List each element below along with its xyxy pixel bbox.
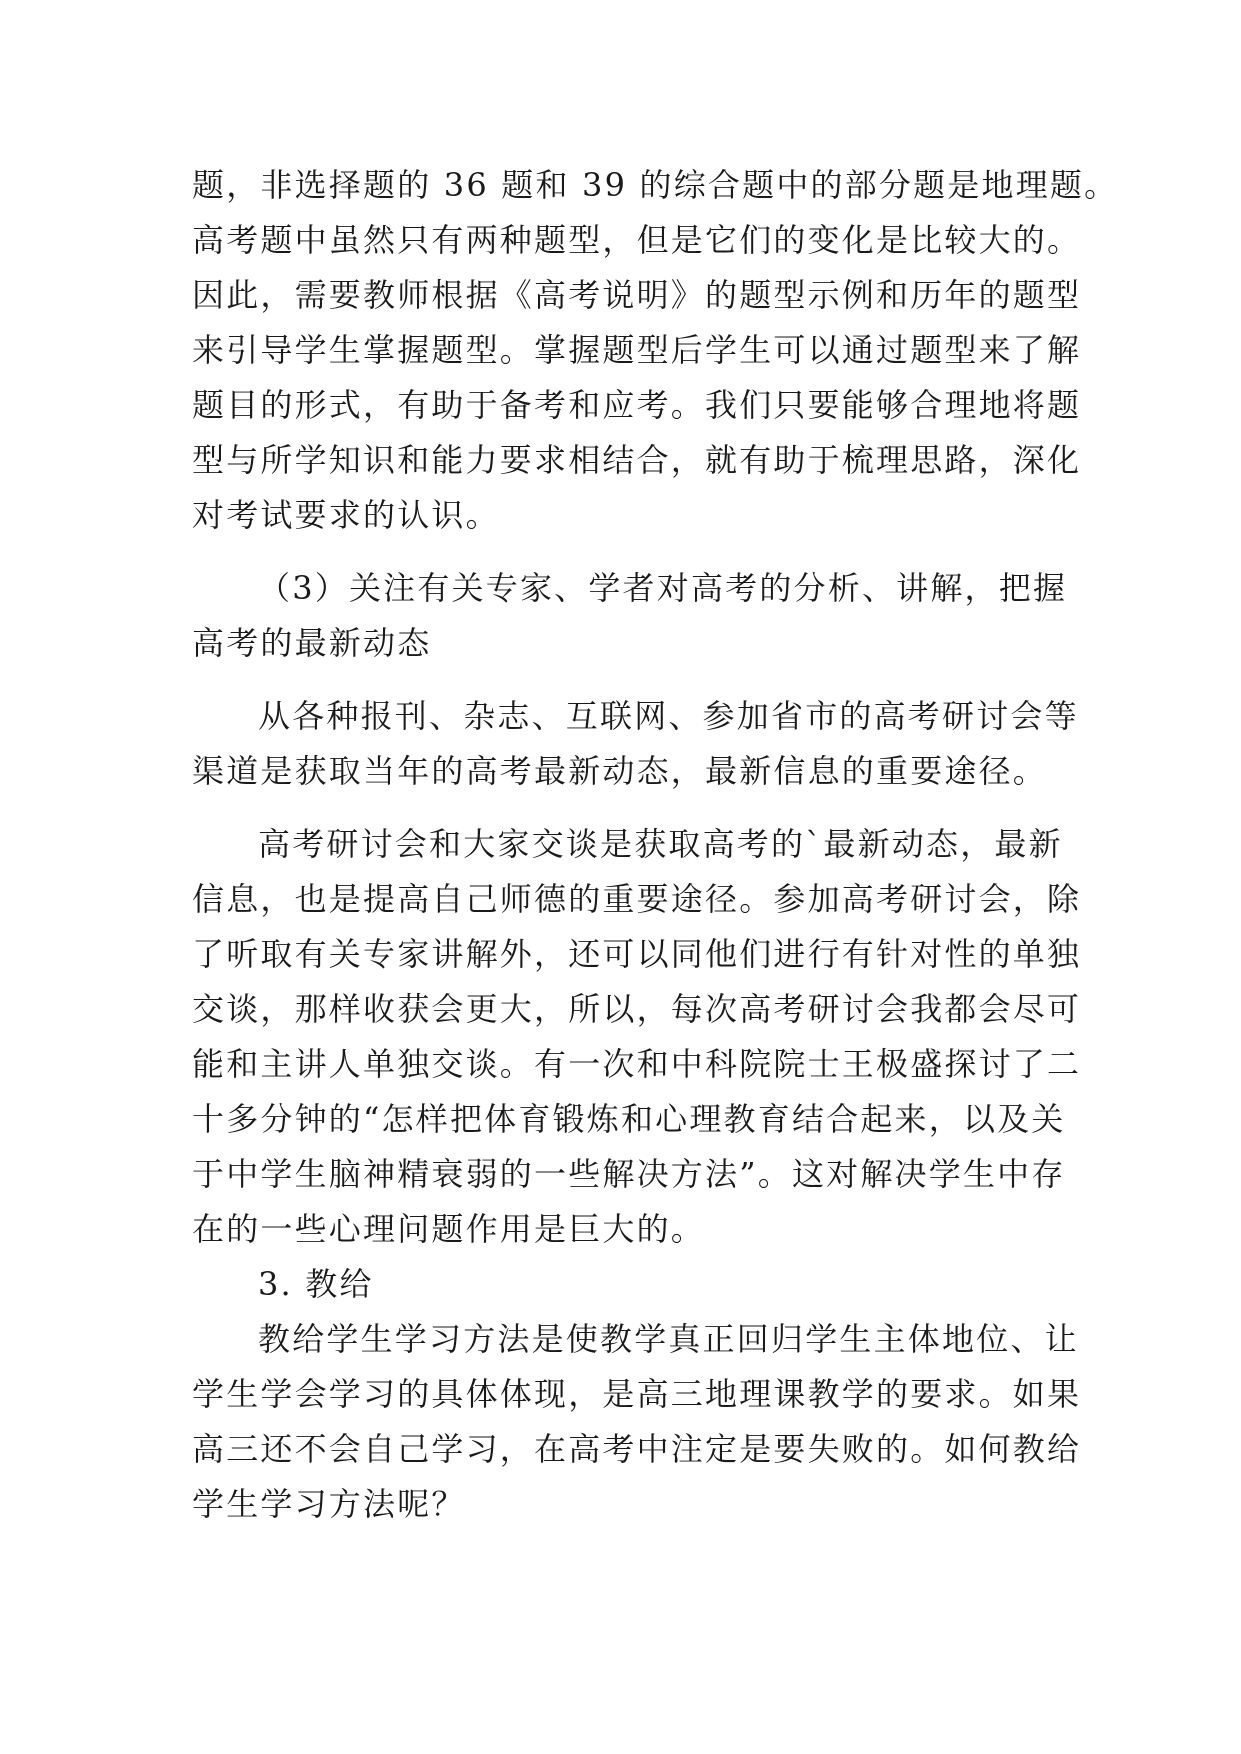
text-line: 型与所学知识和能力要求相结合，就有助于梳理思路，深化: [192, 441, 1082, 479]
text-line: 高三还不会自己学习，在高考中注定是要失败的。如何教给: [192, 1430, 1082, 1468]
paragraph-info-channels: [192, 689, 1079, 799]
text-line: 因此，需要教师根据《高考说明》的题型示例和历年的题型: [192, 276, 1082, 314]
text-line: 高考题中虽然只有两种题型，但是它们的变化是比较大的。: [192, 221, 1082, 259]
text-line: 学生学习方法呢？: [192, 1485, 466, 1523]
text-line: 题目的形式，有助于备考和应考。我们只要能够合理地将题: [192, 386, 1082, 424]
text-line: 信息，也是提高自己师德的重要途径。参加高考研讨会，除: [192, 880, 1082, 918]
text-line: 能和主讲人单独交谈。有一次和中科院院士王极盛探讨了二: [192, 1045, 1082, 1083]
text-line: 教给学生学习方法是使教学真正回归学生主体地位、让: [258, 1320, 1079, 1358]
text-line: 在的一些心理问题作用是巨大的。: [192, 1210, 706, 1248]
paragraph-seminar: [192, 817, 1082, 1257]
heading-line: 3. 教给: [258, 1265, 374, 1303]
text-line: 渠道是获取当年的高考最新动态，最新信息的重要途径。: [192, 752, 1048, 790]
text-line: 高考研讨会和大家交谈是获取高考的`最新动态，最新: [258, 825, 1063, 863]
text-line: 学生学会学习的具体体现，是高三地理课教学的要求。如果: [192, 1375, 1082, 1413]
text-line: 来引导学生掌握题型。掌握题型后学生可以通过题型来了解: [192, 331, 1082, 369]
heading-line: （3）关注有关专家、学者对高考的分析、讲解，把握: [258, 569, 1068, 607]
section-heading-3: [192, 561, 1068, 671]
text-line: 从各种报刊、杂志、互联网、参加省市的高考研讨会等: [258, 697, 1079, 735]
document-page: [192, 158, 1119, 1532]
section-heading-teach: [192, 1257, 1052, 1312]
text-line: 十多分钟的“怎样把体育锻炼和心理教育结合起来，以及关: [192, 1100, 1066, 1138]
heading-line: 高考的最新动态: [192, 624, 432, 662]
text-line: 了听取有关专家讲解外，还可以同他们进行有针对性的单独: [192, 935, 1082, 973]
paragraph-question-types: [192, 158, 1119, 543]
paragraph-study-methods: [192, 1312, 1082, 1532]
text-line: 交谈，那样收获会更大，所以，每次高考研讨会我都会尽可: [192, 990, 1082, 1028]
text-line: 对考试要求的认识。: [192, 496, 500, 534]
text-line: 题，非选择题的 36 题和 39 的综合题中的部分题是地理题。: [192, 166, 1119, 204]
text-line: 于中学生脑神精衰弱的一些解决方法”。这对解决学生中存: [192, 1155, 1066, 1193]
